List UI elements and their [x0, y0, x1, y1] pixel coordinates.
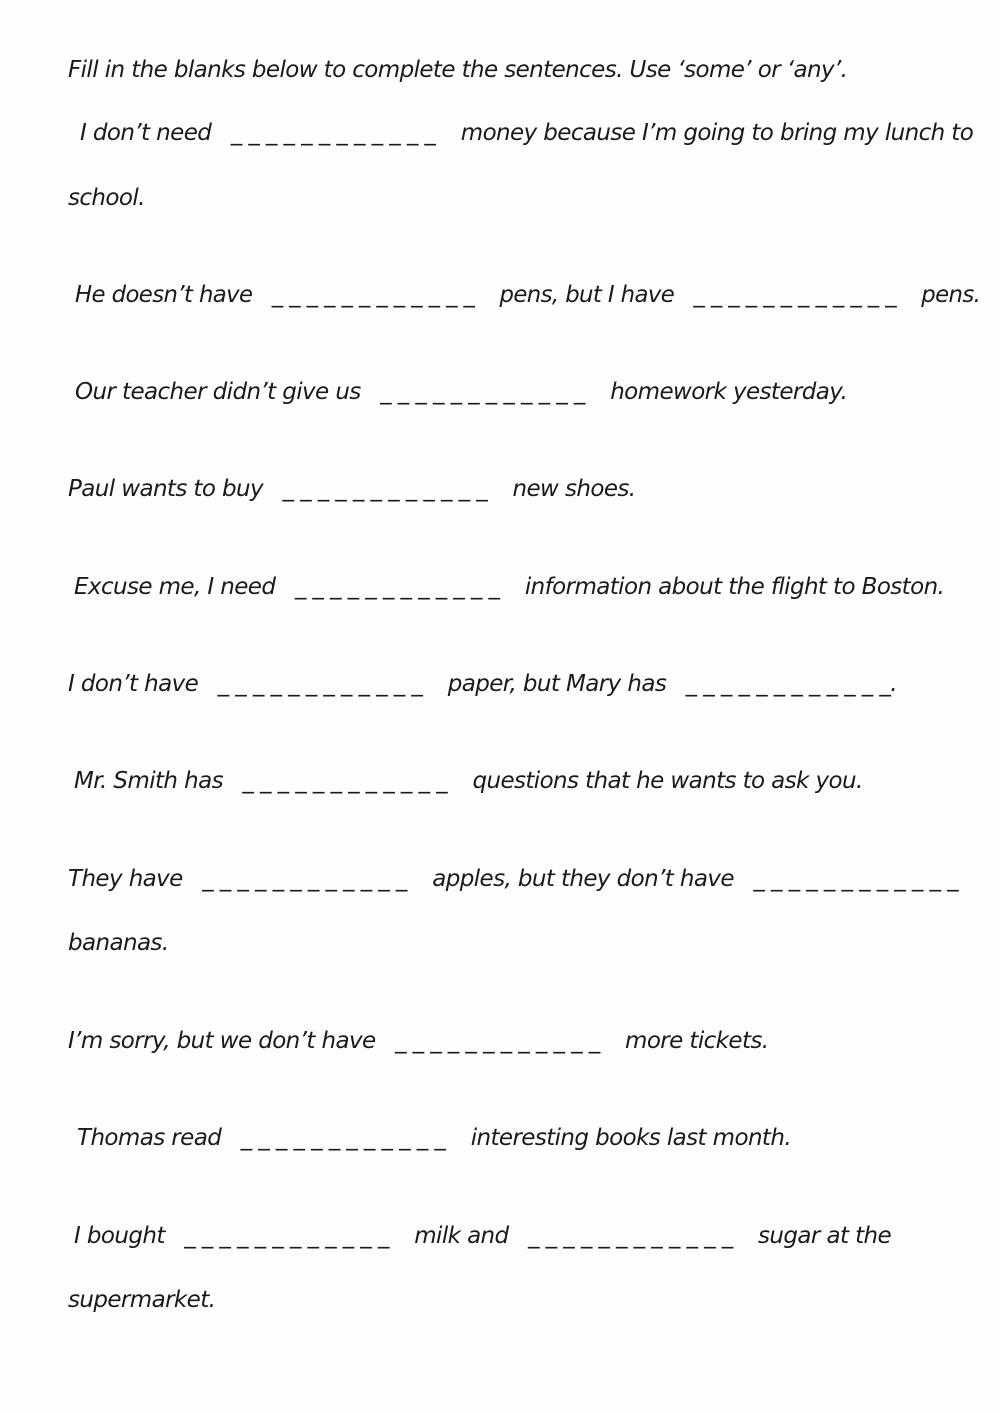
answer-blank[interactable]: _ _ _ _ _ _ _ _ _ _ _ _: [753, 866, 959, 892]
answer-blank[interactable]: _ _ _ _ _ _ _ _ _ _ _ _: [527, 1223, 733, 1249]
question-text: Mr. Smith has: [74, 768, 223, 794]
question-11: [74, 1221, 891, 1251]
question-text: .: [890, 671, 897, 697]
answer-blank[interactable]: _ _ _ _ _ _ _ _ _ _ _ _: [240, 1125, 446, 1151]
answer-blank[interactable]: _ _ _ _ _ _ _ _ _ _ _ _: [202, 866, 407, 892]
answer-blank[interactable]: _ _ _ _ _ _ _ _ _ _ _ _: [230, 120, 436, 146]
question-7: [74, 766, 863, 796]
question-2: [75, 280, 980, 310]
question-text: money because I’m going to bring my lunch to: [460, 120, 974, 146]
question-10: [77, 1123, 791, 1153]
question-text: questions that he wants to ask you.: [472, 768, 863, 794]
question-6: [68, 669, 897, 699]
question-8: [68, 864, 958, 894]
question-text: paper, but Mary has: [447, 671, 667, 697]
question-4: [68, 474, 635, 504]
answer-blank[interactable]: _ _ _ _ _ _ _ _ _ _ _ _: [394, 1028, 600, 1054]
question-text: I bought: [74, 1223, 165, 1249]
question-text: pens, but I have: [499, 282, 675, 308]
answer-blank[interactable]: _ _ _ _ _ _ _ _ _ _ _ _: [380, 379, 585, 405]
question-text: I’m sorry, but we don’t have: [68, 1028, 376, 1054]
question-1-continued: school.: [68, 185, 145, 211]
question-text: interesting books last month.: [470, 1125, 792, 1151]
answer-blank[interactable]: _ _ _ _ _ _ _ _ _ _ _ _: [271, 282, 475, 308]
answer-blank[interactable]: _ _ _ _ _ _ _ _ _ _ _ _: [184, 1223, 389, 1249]
question-text: They have: [68, 866, 183, 892]
question-text: information about the flight to Boston.: [524, 574, 945, 600]
question-text: Our teacher didn’t give us: [75, 379, 361, 405]
question-text: milk and: [414, 1223, 509, 1249]
answer-blank[interactable]: _ _ _ _ _ _ _ _ _ _ _ _: [693, 282, 897, 308]
question-text: new shoes.: [512, 476, 636, 502]
question-text: He doesn’t have: [75, 282, 253, 308]
question-text: Excuse me, I need: [74, 574, 276, 600]
question-1: [80, 118, 973, 148]
instruction-text: Fill in the blanks below to complete the sentences. Use ‘some’ or ‘any’.: [68, 57, 848, 83]
question-text: Paul wants to buy: [68, 476, 264, 502]
answer-blank[interactable]: _ _ _ _ _ _ _ _ _ _ _ _: [242, 768, 448, 794]
question-11-continued: supermarket.: [68, 1287, 216, 1313]
question-5: [74, 572, 944, 602]
question-text: Thomas read: [77, 1125, 222, 1151]
answer-blank[interactable]: _ _ _ _ _ _ _ _ _ _ _ _: [685, 671, 891, 697]
question-text: I don’t have: [68, 671, 199, 697]
question-text: sugar at the: [758, 1223, 892, 1249]
question-8-continued: bananas.: [68, 930, 169, 956]
question-text: apples, but they don’t have: [432, 866, 734, 892]
question-9: [68, 1026, 768, 1056]
question-text: homework yesterday.: [610, 379, 848, 405]
question-text: I don’t need: [80, 120, 212, 146]
answer-blank[interactable]: _ _ _ _ _ _ _ _ _ _ _ _: [217, 671, 423, 697]
question-text: pens.: [921, 282, 981, 308]
question-3: [75, 377, 847, 407]
answer-blank[interactable]: _ _ _ _ _ _ _ _ _ _ _ _: [282, 476, 488, 502]
question-text: more tickets.: [625, 1028, 769, 1054]
answer-blank[interactable]: _ _ _ _ _ _ _ _ _ _ _ _: [294, 574, 500, 600]
